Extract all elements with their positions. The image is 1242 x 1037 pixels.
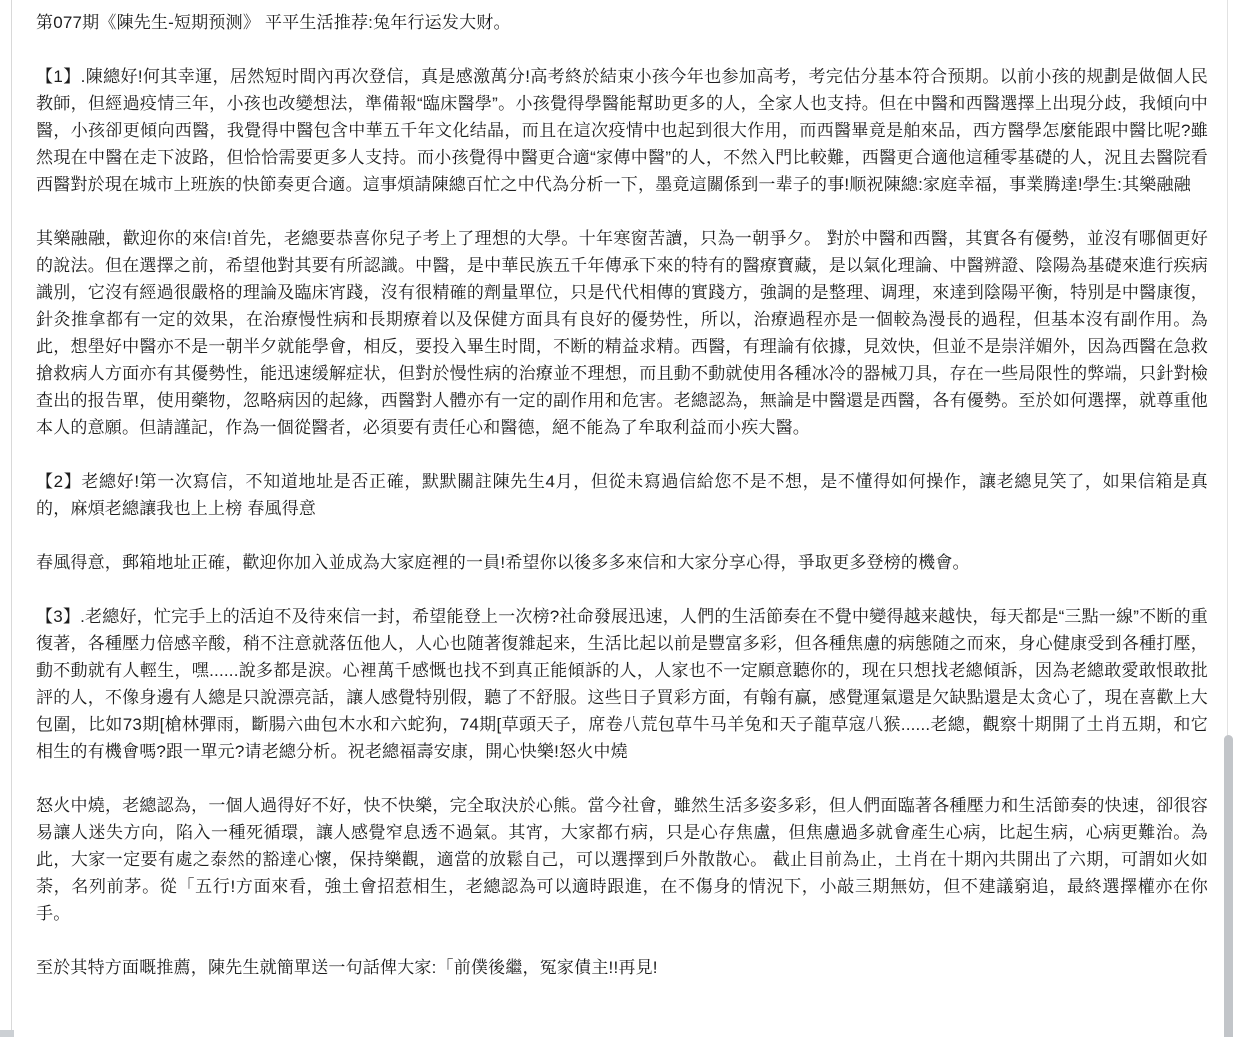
reader-letter-2: 【2】老總好!第一次寫信，不知道地址是否正確，默默關註陳先生4月，但從未寫過信給您不是不想，是不懂得如何操作，讓老總見笑了，如果信箱是真的，麻煩老總讓我也上上榜 春風得意: [36, 472, 1208, 518]
editor-reply-2: 春風得意，郵箱地址正確，歡迎你加入並成為大家庭裡的一員!希望你以後多多來信和大家分享心得，爭取更多登榜的機會。: [36, 553, 970, 572]
vertical-scrollbar-thumb[interactable]: [1224, 735, 1233, 1037]
issue-title-line: 第077期《陳先生-短期预测》 平平生活推荐:兔年行运发大财。: [36, 13, 511, 32]
bottom-left-scroll-corner: [0, 1030, 14, 1037]
editor-reply-1: 其樂融融，歡迎你的來信!首先，老總要恭喜你兒子考上了理想的大學。十年寒窗苦讀，只為一朝爭夕。 對於中醫和西醫，其實各有優勢，並沒有哪個更好的說法。但在選擇之前，希望他對其要有所認識。中醫，是中華民族五千年傳承下來的特有的醫療寶藏，是以氣化理論、中醫辨證、陰陽為基礎來進行疾病識別，它沒有經過很嚴格的理論及臨床宵踐，沒有很精確的劑量單位，只是代代相傳的實踐方，強調的是整理、调理，來達到陰陽平衡，特別是中醫康復，針灸推拿都有一定的效果，在治療慢性病和長期療着以及保健方面具有良好的優势性，所以，治療過程亦是一個較為漫長的過程，但基本沒有副作用。為此，想壆好中醫亦不是一朝半夕就能學會，相反，要投入畢生时間，不断的精益求精。西醫，有理論有依據，見效快，但並不是崇洋媚外，因為西醫在急救搶救病人方面亦有其優勢性，能迅速缓解症状，但對於慢性病的治療並不理想，而且動不動就使用各種冰冷的器械刀具，存在一些局限性的弊端，只針對檢查出的报告單，使用藥物，忽略病因的起緣，西醫對人體亦有一定的副作用和危害。老總認為，無論是中醫還是西醫，各有優勢。至於如何選擇，就尊重他本人的意願。但請謹記，作為一個從醫者，必須要有责任心和醫德，絕不能為了牟取利益而小疾大醫。: [36, 229, 1208, 437]
reader-letter-3: 【3】.老總好，忙完手上的活迫不及待來信一封，希望能登上一次榜?社命發展迅速，人們的生活節奏在不覺中變得越来越快，每天都是“三點一線”不断的重復著，各種壓力倍感辛酸，稍不注意就落伍他人，人心也随著復雜起来，生活比起以前是豐富多彩，但各種焦慮的病態随之而來，身心健康受到各種打壓，動不動就有人輕生，嘿......說多都是淚。心裡萬千感慨也找不到真正能傾訴的人，人家也不一定願意聽你的，现在只想找老總傾訴，因為老總敢愛敢恨敢批評的人，不像身邊有人總是只說漂亮話，讓人感覺特别假，聽了不舒服。这些日子買彩方面，有翰有赢，感覺運氣還是欠缺點還是太贪心了，現在喜歡上大包圍，比如73期[槍林彈雨，斷腸六曲包木水和六蛇狗，74期[草頭天子，席卷八荒包草牛马羊兔和天子龍草寇八猴......老總，觀察十期開了土肖五期，和它相生的有機會嗎?跟一單元?请老總分析。祝老總福壽安康，開心快樂!怒火中燒: [36, 607, 1208, 761]
reader-letter-1: 【1】.陳總好!何其幸運，居然短时間內再次登信，真是感激萬分!高考終於結束小孩今年也参加高考，考完估分基本符合预期。以前小孩的规劃是做個人民教師，但經過疫情三年，小孩也改變想法，準備報“臨床醫學”。小孩覺得學醫能幫助更多的人，全家人也支持。但在中醫和西醫選擇上出現分歧，我傾向中醫，小孩卻更傾向西醫，我覺得中醫包含中華五千年文化结晶，而且在這次疫情中也起到很大作用，而西醫畢竟是舶來品，西方醫學怎麼能跟中醫比呢?雖然現在中醫在走下波路，但恰恰需要更多人支持。而小孩覺得中醫更合適“家傳中醫”的人，不然入門比較難，西醫更合適他這種零基礎的人，況且去醫院看西醫對於現在城市上班族的快節奏更合適。這事煩請陳總百忙之中代為分析一下，墨竟這關係到一辈子的事!顺祝陳總:家庭幸福，事業腾達!學生:其樂融融: [36, 67, 1208, 194]
editor-reply-3: 怒火中燒，老總認為，一個人過得好不好，快不快樂，完全取決於心熊。當今社會，雖然生活多姿多彩，但人們面臨著各種壓力和生活節奏的快速，卻很容易讓人迷失方向，陷入一種死循環，讓人感覺窄息透不過氣。其宵，大家都冇病，只是心存焦盧，但焦慮過多就會產生心病，比起生病，心病更難治。為此，大家一定要有處之泰然的豁達心懷，保持樂觀，適當的放鬆自己，可以選擇到戶外散散心。 截止目前為止，土肖在十期內共開出了六期，可謂如火如荼，名列前茅。從「五行!方面來看，強土會招惹相生，老總認為可以適時跟進，在不傷身的情況下，小敲三期無妨，但不建議窮追，最終選擇權亦在你手。: [36, 796, 1208, 923]
closing-line: 至於其特方面嘅推薦，陳先生就簡單送一句話俾大家:「前僕後繼，冤家債主!!再見!: [36, 958, 658, 977]
document-frame: [11, 0, 1228, 1037]
article-content: [36, 9, 1208, 981]
